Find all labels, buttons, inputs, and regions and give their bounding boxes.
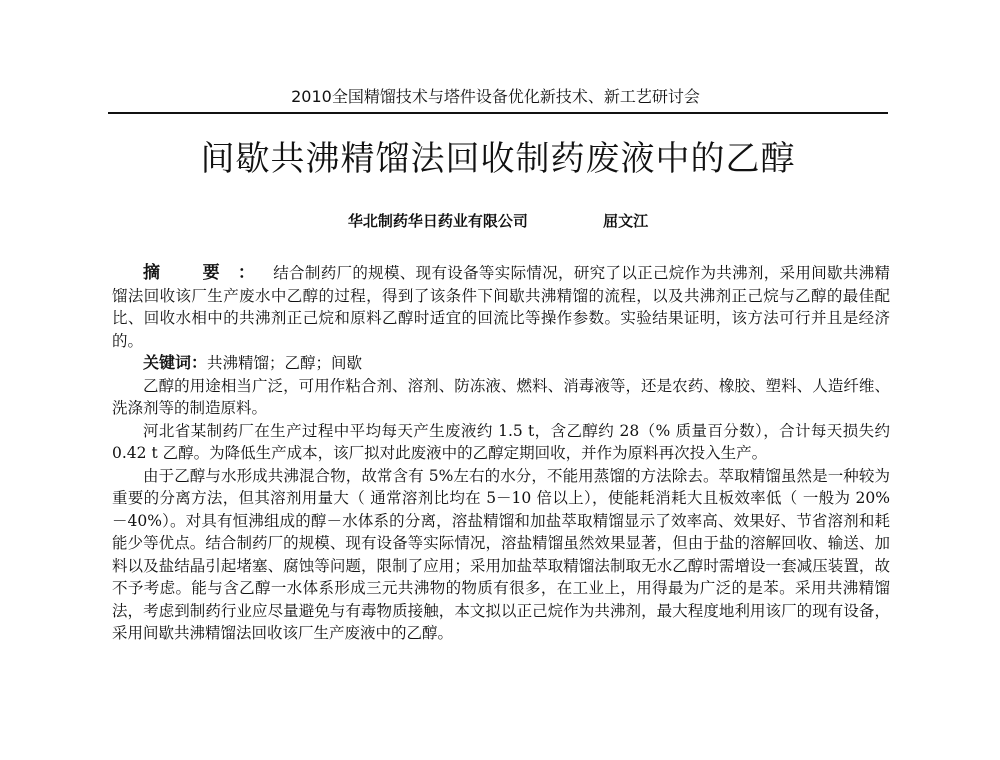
body-paragraph-1: 乙醇的用途相当广泛，可用作粘合剂、溶剂、防冻液、燃料、消毒液等，还是农药、橡胶、塑料、人造纤维、洗涤剂等的制造原料。 — [112, 376, 890, 417]
paper-body — [112, 262, 890, 645]
header-rule — [108, 112, 888, 114]
author-name: 屈文江 — [603, 212, 649, 230]
abstract-text: 结合制药厂的规模、现有设备等实际情况，研究了以正己烷作为共沸剂，采用间歇共沸精馏法回收该厂生产废水中乙醇的过程，得到了该条件下间歇共沸精馏的流程，以及共沸剂正己烷与乙醇的最佳配比、回收水相中的共沸剂正己烷和原料乙醇时适宜的回流比等操作参数。实验结果证明，该方法可行并且是经济的。 — [112, 264, 890, 350]
abstract-label: 摘 要： — [143, 263, 274, 283]
keywords-text: 共沸精馏；乙醇；间歇 — [207, 354, 363, 372]
conference-header: 2010全国精馏技术与塔件设备优化新技术、新工艺研讨会 — [291, 87, 700, 106]
body-paragraph-2: 河北省某制药厂在生产过程中平均每天产生废液约 1.5 t，含乙醇约 28（% 质量百分数），合计每天损失约 0.42 t 乙醇。为降低生产成本，该厂拟对此废液中的乙醇定期回收，并作为原料再次投入生产。 — [112, 421, 890, 462]
paper-title: 间歇共沸精馏法回收制药废液中的乙醇 — [200, 139, 796, 179]
abstract — [112, 262, 890, 352]
body-paragraph-3: 由于乙醇与水形成共沸混合物，故常含有 5%左右的水分，不能用蒸馏的方法除去。萃取精馏虽然是一种较为重要的分离方法，但其溶剂用量大（ 通常溶剂比均在 5－10 倍以上），使能耗消耗大且板效率低（ 一般为 20%－40%）。对具有恒沸组成的醇－水体系的分离，溶盐精馏和加盐萃取精馏显示了效率高、效果好、节省溶剂和耗能少等优点。结合制药厂的规模、现有设备等实际情况，溶盐精馏虽然效果显著，但由于盐的溶解回收、输送、加料以及盐结晶引起堵塞、腐蚀等问题，限制了应用；采用加盐萃取精馏法制取无水乙醇时需增设一套减压装置，故不予考虑。能与含乙醇一水体系形成三元共沸物的物质有很多，在工业上，用得最为广泛的是苯。采用共沸精馏法，考虑到制药行业应尽量避免与有毒物质接触，本文拟以正己烷作为共沸剂，最大程度地利用该厂的现有设备，采用间歇共沸精馏法回收该厂生产废液中的乙醇。 — [112, 466, 890, 642]
keywords — [112, 352, 890, 375]
keywords-label: 关键词： — [143, 353, 208, 372]
author-organization: 华北制药华日药业有限公司 — [347, 212, 528, 230]
byline — [108, 210, 888, 232]
